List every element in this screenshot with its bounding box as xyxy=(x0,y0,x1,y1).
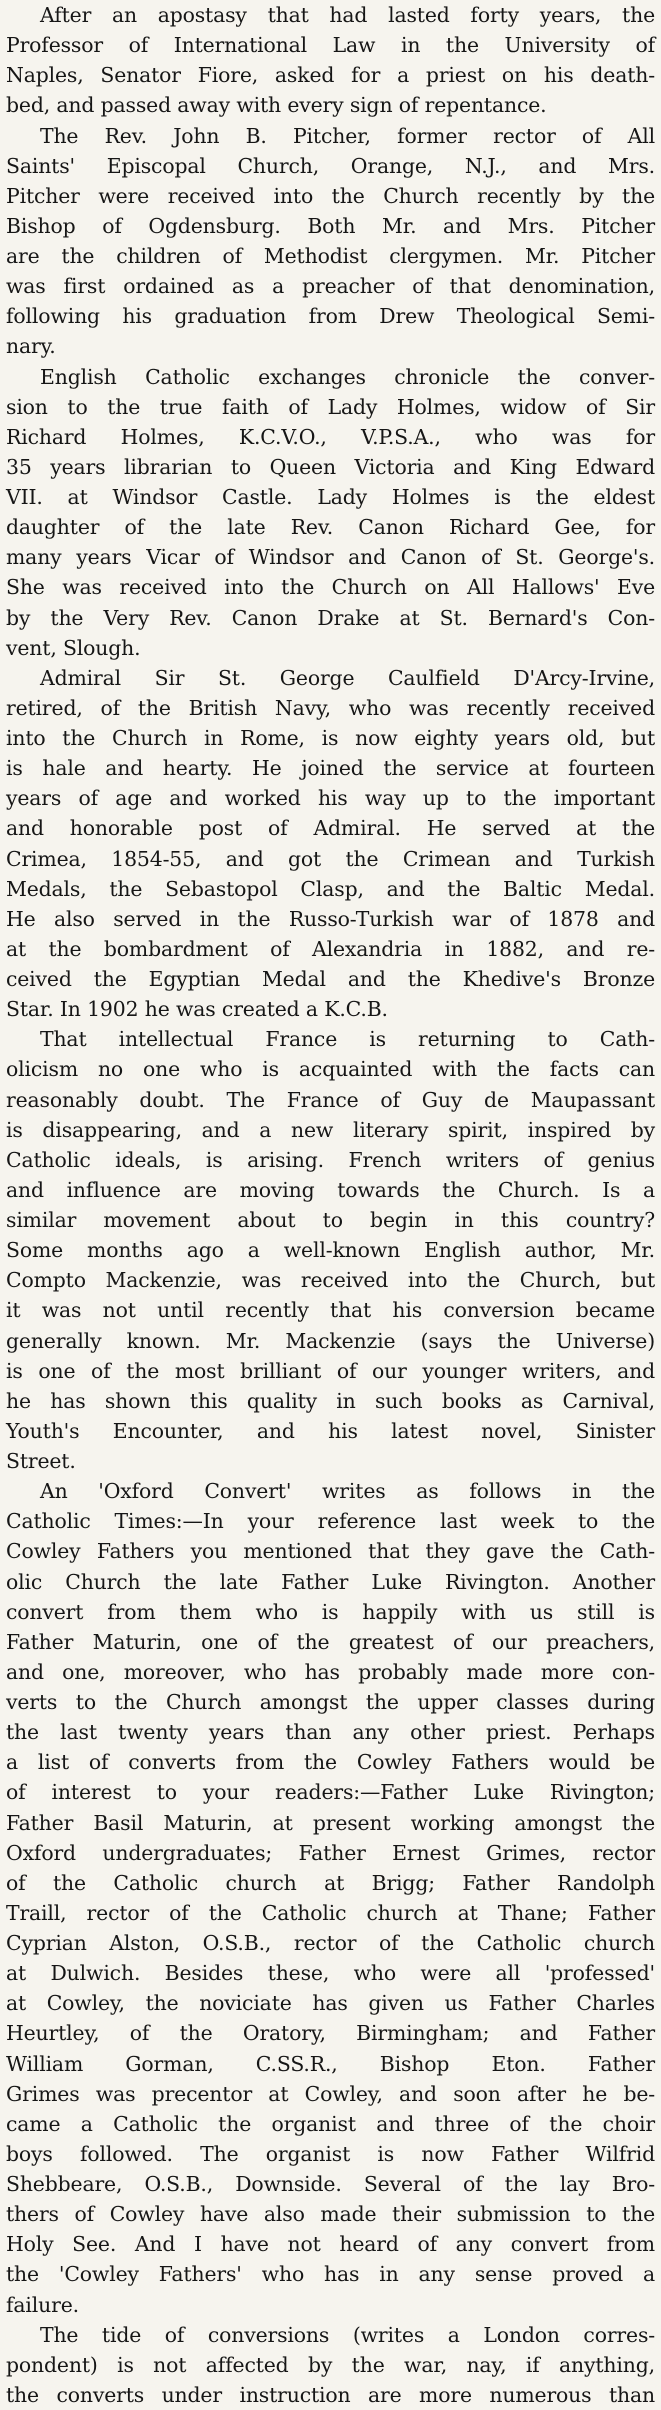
text-line: Shebbeare, O.S.B., Downside. Several of the lay Bro- xyxy=(6,2172,655,2196)
text-line: is disappearing, and a new literary spirit, inspired by xyxy=(6,1117,655,1142)
text-line: Some months ago a well-known English author, Mr. xyxy=(6,1238,655,1263)
text-line: the 'Cowley Fathers' who has in any sense proved a xyxy=(6,2262,655,2287)
text-line: was first ordained as a preacher of that denomination, xyxy=(6,274,655,299)
text-line: the converts under instruction are more numerous than xyxy=(6,2382,655,2407)
text-line: and influence are moving towards the Church. Is a xyxy=(6,1177,655,1202)
text-line: sion to the true faith of Lady Holmes, widow of Sir xyxy=(6,394,655,419)
text-line: the last twenty years than any other priest. Perhaps xyxy=(6,1720,655,1745)
text-line: She was received into the Church on All Hallows' Eve xyxy=(6,575,655,600)
text-line: Grimes was precentor at Cowley, and soon after he be- xyxy=(6,2081,655,2106)
text-line: The Rev. John B. Pitcher, former rector of All xyxy=(40,123,655,148)
text-line: are the children of Methodist clergymen. Mr. Pitcher xyxy=(6,244,655,268)
text-line: Youth's Encounter, and his latest novel, Sinister xyxy=(6,1418,655,1443)
text-line: retired, of the British Navy, who was recently received xyxy=(6,695,655,720)
text-line: daughter of the late Rev. Canon Richard Gee, for xyxy=(6,515,655,540)
text-line: olic Church the late Father Luke Rivington. Another xyxy=(6,1569,655,1594)
text-line: Pitcher were received into the Church recently by the xyxy=(6,183,655,208)
text-line: He also served in the Russo-Turkish war of 1878 and xyxy=(6,906,655,931)
text-line: Richard Holmes, K.C.V.O., V.P.S.A., who was for xyxy=(6,424,655,449)
text-line: at Cowley, the noviciate has given us Father Charles xyxy=(6,1991,655,2016)
text-line: Compto Mackenzie, was received into the Church, but xyxy=(6,1268,655,1293)
text-line: olicism no one who is acquainted with the facts can xyxy=(6,1057,655,1082)
text-line: boys followed. The organist is now Father Wilfrid xyxy=(6,2141,655,2166)
text-line: Oxford undergraduates; Father Ernest Grimes, rector xyxy=(6,1840,655,1865)
text-line: An 'Oxford Convert' writes as follows in the xyxy=(40,1479,655,1504)
text-line: into the Church in Rome, is now eighty years old, but xyxy=(6,726,655,750)
text-line: The tide of conversions (writes a London corres- xyxy=(40,2322,655,2347)
text-line: and one, moreover, who has probably made more con- xyxy=(6,1659,655,1684)
text-line: Cyprian Alston, O.S.B., rector of the Catholic church xyxy=(6,1931,655,1955)
text-line: That intellectual France is returning to Cath- xyxy=(40,1027,655,1052)
text-line: Admiral Sir St. George Caulfield D'Arcy-Irvine, xyxy=(40,665,655,690)
text-line: of interest to your readers:—Father Luke Rivington; xyxy=(6,1780,655,1805)
text-line: bed, and passed away with every sign of repentance. xyxy=(6,93,547,118)
text-line: Holy See. And I have not heard of any convert from xyxy=(6,2232,655,2257)
paragraph xyxy=(6,121,655,362)
text-line: verts to the Church amongst the upper classes during xyxy=(6,1690,655,1714)
text-line: Saints' Episcopal Church, Orange, N.J., and Mrs. xyxy=(6,153,655,178)
text-line: it was not until recently that his conversion became xyxy=(6,1298,655,1323)
text-line: Catholic ideals, is arising. French writers of genius xyxy=(6,1147,655,1172)
text-line: ceived the Egyptian Medal and the Khedive's Bronze xyxy=(6,967,655,991)
text-line: After an apostasy that had lasted forty years, the xyxy=(40,3,655,27)
text-line: and honorable post of Admiral. He served at the xyxy=(6,816,655,841)
text-line: at Dulwich. Besides these, who were all 'professed' xyxy=(6,1961,655,1986)
text-line: Father Maturin, one of the greatest of our preachers, xyxy=(6,1629,655,1654)
text-line: following his graduation from Drew Theological Semi- xyxy=(6,304,655,329)
text-line: of the Catholic church at Brigg; Father Randolph xyxy=(6,1870,655,1895)
text-line: Father Basil Maturin, at present working amongst the xyxy=(6,1810,655,1835)
text-line: came a Catholic the organist and three of the choir xyxy=(6,2111,655,2136)
paragraph xyxy=(6,2320,655,2410)
paragraph xyxy=(6,1476,655,2320)
text-line: by the Very Rev. Canon Drake at St. Bernard's Con- xyxy=(6,605,655,630)
text-line: William Gorman, C.SS.R., Bishop Eton. Father xyxy=(6,2051,655,2076)
text-line: VII. at Windsor Castle. Lady Holmes is the eldest xyxy=(6,485,655,509)
text-line: Crimea, 1854-55, and got the Crimean and Turkish xyxy=(6,846,655,871)
text-line: a list of converts from the Cowley Fathers would be xyxy=(6,1750,655,1775)
text-line: Bishop of Ogdensburg. Both Mr. and Mrs. Pitcher xyxy=(6,213,655,238)
text-line: Heurtley, of the Oratory, Birmingham; and Father xyxy=(6,2021,655,2046)
text-line: failure. xyxy=(6,2292,79,2317)
paragraph xyxy=(6,1024,655,1476)
text-line: English Catholic exchanges chronicle the conver- xyxy=(40,364,655,389)
text-line: generally known. Mr. Mackenzie (says the Universe) xyxy=(6,1328,655,1353)
text-line: he has shown this quality in such books as Carnival, xyxy=(6,1388,655,1413)
text-line: Star. In 1902 he was created a K.C.B. xyxy=(6,997,388,1022)
text-line: at the bombardment of Alexandria in 1882, and re- xyxy=(6,936,655,961)
text-line: nary. xyxy=(6,334,56,359)
text-line: Professor of International Law in the University of xyxy=(6,33,655,58)
text-line: Traill, rector of the Catholic church at Thane; Father xyxy=(6,1900,655,1925)
text-line: is hale and hearty. He joined the service at fourteen xyxy=(6,756,655,781)
paragraph xyxy=(6,362,655,663)
paragraph xyxy=(6,663,655,1025)
paragraph xyxy=(6,0,655,121)
text-line: many years Vicar of Windsor and Canon of St. George's. xyxy=(6,545,655,570)
text-line: is one of the most brilliant of our younger writers, and xyxy=(6,1358,655,1383)
text-line: similar movement about to begin in this country? xyxy=(6,1208,655,1232)
text-line: Street. xyxy=(6,1449,76,1473)
text-line: reasonably doubt. The France of Guy de Maupassant xyxy=(6,1087,655,1112)
text-line: Medals, the Sebastopol Clasp, and the Baltic Medal. xyxy=(6,876,655,901)
text-line: vent, Slough. xyxy=(6,635,141,660)
text-line: 35 years librarian to Queen Victoria and King Edward xyxy=(6,454,655,479)
text-line: Naples, Senator Fiore, asked for a priest on his death- xyxy=(6,63,655,88)
text-line: years of age and worked his way up to the important xyxy=(6,786,655,811)
text-line: thers of Cowley have also made their submission to the xyxy=(6,2202,655,2227)
text-line: pondent) is not affected by the war, nay, if anything, xyxy=(6,2352,655,2377)
text-line: convert from them who is happily with us still is xyxy=(6,1599,655,1624)
text-line: Cowley Fathers you mentioned that they gave the Cath- xyxy=(6,1539,655,1564)
text-line: Catholic Times:—In your reference last week to the xyxy=(6,1509,655,1534)
